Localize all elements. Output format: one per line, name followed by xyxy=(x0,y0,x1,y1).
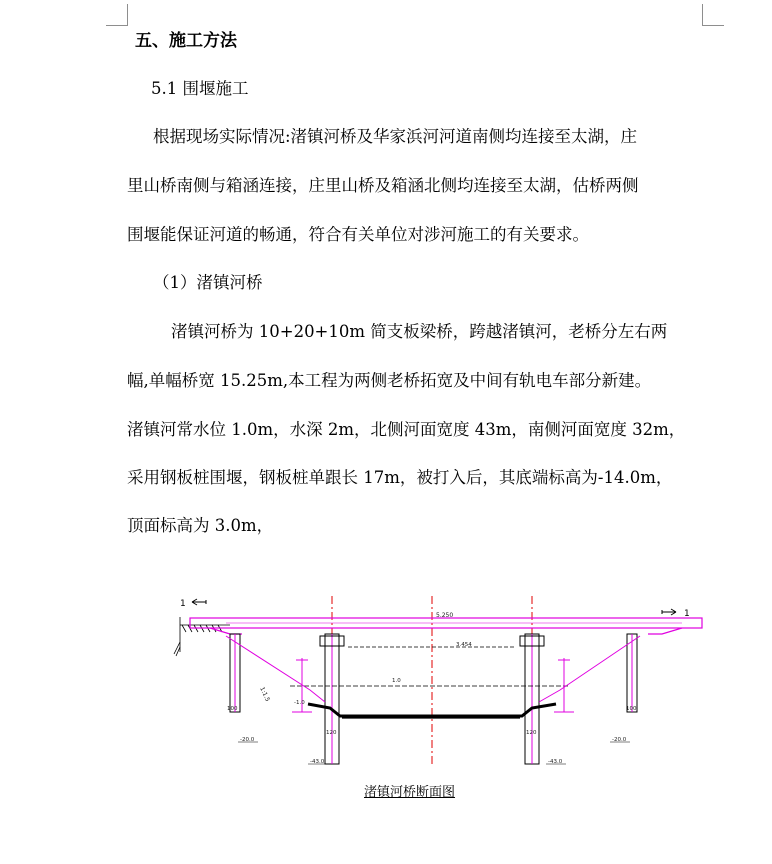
right-bottom-elevation-label: -43.0 xyxy=(548,759,563,765)
paragraph1-line: 围堰能保证河道的畅通，符合有关单位对涉河施工的有关要求。 xyxy=(127,225,589,244)
figure-caption: 渚镇河桥断面图 xyxy=(364,785,456,800)
right-direction-arrow xyxy=(662,609,676,615)
upper-level-label: 3.454 xyxy=(456,642,472,648)
section-heading: 五、施工方法 xyxy=(135,31,237,51)
right-toe-elevation-label: -20.0 xyxy=(612,737,627,743)
piers xyxy=(230,634,637,764)
center-left-pile-length-label: 120 xyxy=(326,730,337,736)
left-pile-length-label: 100 xyxy=(227,706,238,712)
bridge-deck xyxy=(190,618,702,634)
slope-label: 1:1.5 xyxy=(258,685,272,703)
center-right-pile-length-label: 120 xyxy=(526,730,537,736)
crop-mark-left-vertical xyxy=(127,4,128,26)
axis-lines xyxy=(332,596,532,764)
paragraph2-line: 顶面标高为 3.0m， xyxy=(127,516,274,535)
paragraph2-line: 幅,单幅桥宽 15.25m,本工程为两侧老桥拓宽及中间有轨电车部分新建。 xyxy=(127,371,652,390)
paragraph1-line: 根据现场实际情况:渚镇河桥及华家浜河河道南侧均连接至太湖，庄 xyxy=(153,127,638,146)
crop-mark-right-horizontal xyxy=(702,25,724,26)
left-direction-arrow xyxy=(192,599,206,605)
paragraph2-line: 采用钢板桩围堰，钢板桩单跟长 17m，被打入后，其底端标高为-14.0m， xyxy=(127,468,673,487)
left-arrow-label: 1 xyxy=(180,599,186,609)
subsection-heading: 5.1 围堰施工 xyxy=(151,79,249,98)
left-toe-elevation-label: -20.0 xyxy=(240,737,255,743)
paragraph1-line: 里山桥南侧与箱涵连接，庄里山桥及箱涵北侧均连接至太湖，估桥两侧 xyxy=(127,176,639,195)
paragraph2-line: 渚镇河常水位 1.0m，水深 2m，北侧河面宽度 43m，南侧河面宽度 32m， xyxy=(127,420,686,439)
item-heading: （1）渚镇河桥 xyxy=(153,273,263,292)
left-bottom-elevation-label: -43.0 xyxy=(310,759,325,765)
bed-level-label: -1.0 xyxy=(294,700,305,706)
right-pile-length-label: 100 xyxy=(626,706,637,712)
deck-elevation-label: 5.250 xyxy=(436,612,454,619)
cofferdam-lines xyxy=(226,636,640,712)
crop-mark-right-vertical xyxy=(702,4,703,26)
bank-hatching xyxy=(174,617,230,656)
water-level-label: 1.0 xyxy=(392,678,401,684)
paragraph2-line: 渚镇河桥为 10+20+10m 简支板梁桥，跨越渚镇河，老桥分左右两 xyxy=(171,322,668,341)
bridge-cross-section-figure xyxy=(170,592,710,772)
crop-mark-left-horizontal xyxy=(106,25,128,26)
right-arrow-label: 1 xyxy=(684,609,690,619)
